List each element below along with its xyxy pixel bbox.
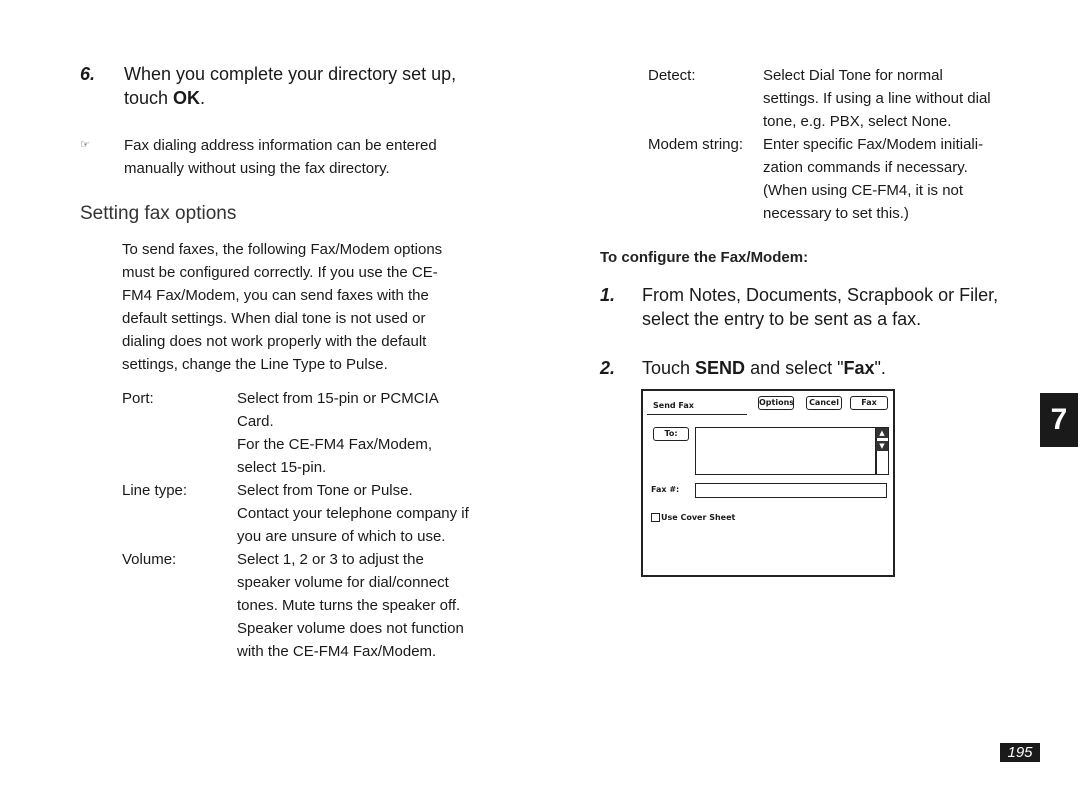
- fax-number-label: Fax #:: [651, 485, 680, 494]
- definition-term: Detect:: [648, 67, 696, 84]
- scroll-down-icon[interactable]: ▼: [876, 441, 888, 451]
- definition-line: Enter specific Fax/Modem initiali-: [763, 136, 984, 153]
- chapter-tab: 7: [1040, 393, 1078, 447]
- pointing-hand-icon: ☞: [80, 139, 90, 151]
- section-heading: Setting fax options: [80, 203, 237, 224]
- definition-line: tone, e.g. PBX, select None.: [763, 113, 952, 130]
- definition-line: Contact your telephone company if: [237, 505, 469, 522]
- definition-term: Line type:: [122, 482, 188, 499]
- definition-line: Select Dial Tone for normal: [763, 67, 943, 84]
- definition-term: Port:: [122, 390, 154, 407]
- definition-line: you are unsure of which to use.: [237, 528, 446, 545]
- definition-line: Select 1, 2 or 3 to adjust the: [237, 551, 424, 568]
- fax-number-input[interactable]: [695, 483, 887, 498]
- intro-paragraph: [122, 238, 502, 376]
- definition-line: Speaker volume does not function: [237, 620, 464, 637]
- definition-line: settings. If using a line without dial: [763, 90, 991, 107]
- definition-term: Modem string:: [648, 136, 744, 153]
- intro-line: must be configured correctly. If you use the CE-: [122, 264, 438, 281]
- definition-line: Select from 15-pin or PCMCIA: [237, 390, 439, 407]
- scrollbar[interactable]: [875, 427, 889, 475]
- definition-line: Card.: [237, 413, 274, 430]
- scroll-up-icon[interactable]: ▲: [876, 428, 888, 438]
- options-button[interactable]: Options: [758, 396, 794, 410]
- subheading: To configure the Fax/Modem:: [600, 249, 809, 266]
- send-fax-dialog: [641, 389, 895, 577]
- intro-line: FM4 Fax/Modem, you can send faxes with the: [122, 287, 429, 304]
- page-number: 195: [1000, 743, 1040, 762]
- intro-line: To send faxes, the following Fax/Modem options: [122, 241, 443, 258]
- intro-line: settings, change the Line Type to Pulse.: [122, 356, 388, 373]
- definition-line: necessary to set this.): [763, 205, 909, 222]
- definition-line: speaker volume for dial/connect: [237, 574, 449, 591]
- to-button[interactable]: To:: [653, 427, 689, 441]
- manual-page: 6. When you complete your directory set up, touch OK. ☞ Fax dialing address information can be entered manually without using the fax directory. Setting fax options To send faxes, the following Fax/Modem options must be configured correctly. If you use the CE- FM4 Fax/Modem, you can send faxes with the default settings. When dial tone is not used or dialing does not work properly with the default settings, change the Line Type to Pulse. Port: Select from 15-pin or PCMCIA Card. For the CE-FM4 Fax/Modem, select 15-pin. Line type: Select from Tone or Pulse. Contact your telephone company if you are unsure of which to use. Volume: Select 1, 2 or 3 to adjust the speaker volume for dial/connect tones. Mute turns the speaker off. Speaker volume does not function with the CE-FM4 Fax/Modem. Detect: Select Dial Tone for normal settings. If using a line without dial tone, e.g. PBX, select None. Modem string: Enter specific Fax/Modem initiali- zation commands if necessary. (When using CE-FM4, it is not necessary to set this.) To configure the Fax/Modem: 1. From Notes, Documents, Scrapbook or Filer, select the entry to be sent as a fax. 2. Touch SEND and select "Fax". Send Fax Options Cancel Fax To: ▲ ▼ Fax #: Use Cover Sheet 7 195: [0, 0, 1080, 796]
- intro-line: default settings. When dial tone is not used or: [122, 310, 426, 327]
- fax-button[interactable]: Fax: [850, 396, 888, 410]
- recipients-list[interactable]: [695, 427, 877, 475]
- definition-line: Select from Tone or Pulse.: [237, 482, 413, 499]
- definition-line: select 15-pin.: [237, 459, 327, 476]
- definition-line: with the CE-FM4 Fax/Modem.: [237, 643, 437, 660]
- checkbox-icon[interactable]: [651, 513, 660, 522]
- dialog-title: Send Fax: [653, 401, 694, 410]
- definition-line: For the CE-FM4 Fax/Modem,: [237, 436, 433, 453]
- cover-sheet-checkbox[interactable]: Use Cover Sheet: [651, 513, 735, 522]
- definition-line: (When using CE-FM4, it is not: [763, 182, 964, 199]
- intro-line: dialing does not work properly with the default: [122, 333, 427, 350]
- cancel-button[interactable]: Cancel: [806, 396, 842, 410]
- definition-term: Volume:: [122, 551, 177, 568]
- title-underline: [647, 414, 747, 415]
- definition-line: tones. Mute turns the speaker off.: [237, 597, 461, 614]
- definition-line: zation commands if necessary.: [763, 159, 968, 176]
